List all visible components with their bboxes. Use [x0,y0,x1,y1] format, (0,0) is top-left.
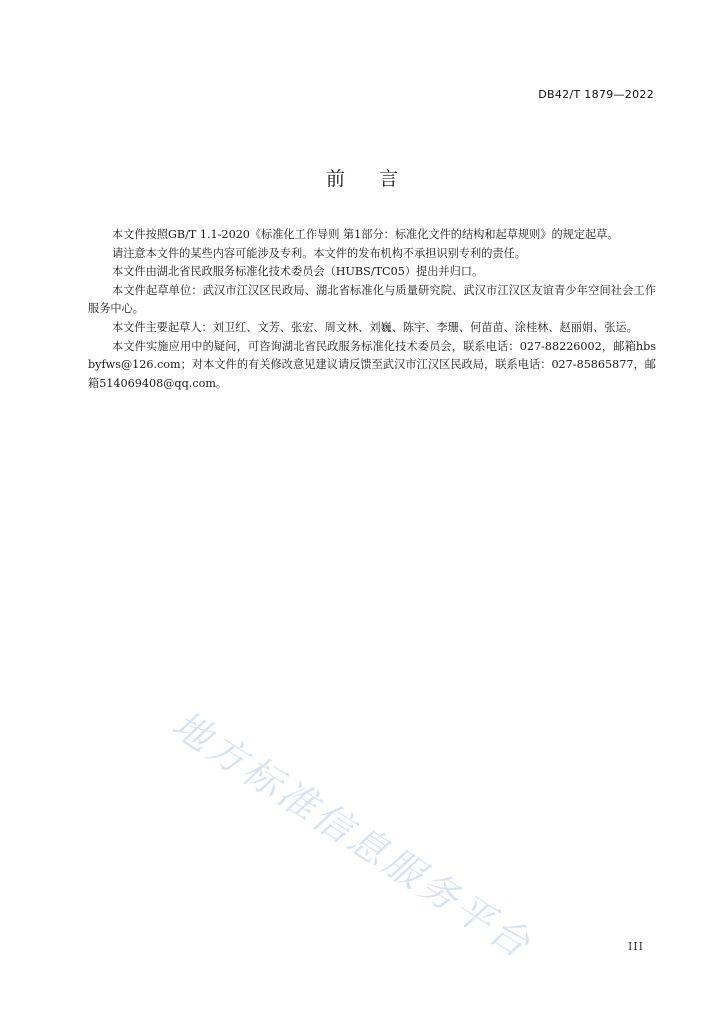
paragraph-drafters: 本文件主要起草人：刘卫红、文芳、张宏、周文林、刘巍、陈宇、李珊、何苗苗、涂桂林、赵丽娟、张运。 [112,320,638,334]
page-number: III [627,940,644,953]
paragraph-drafting-rules: 本文件按照GB/T 1.1-2020《标准化工作导则 第1部分：标准化文件的结构和起草规则》的规定起草。 [112,228,619,241]
watermark: 地方标准信息服务平台 [164,701,541,968]
paragraph-proposer: 本文件由湖北省民政服务标准化技术委员会（HUBS/TC05）提出并归口。 [112,265,484,279]
paragraph-patent-notice: 请注意本文件的某些内容可能涉及专利。本文件的发布机构不承担识别专利的责任。 [112,246,526,260]
foreword-body [88,226,656,393]
paragraph-drafting-units: 本文件起草单位：武汉市江汉区民政局、湖北省标准化与质量研究院、武汉市江汉区友谊青少年空间社会工作服务中心。 [88,283,656,316]
document-code: DB42/T 1879—2022 [538,88,654,101]
paragraph-contact-info: 本文件实施应用中的疑问，可咨询湖北省民政服务标准化技术委员会，联系电话：027-88226002，邮箱hbsbyfws@126.com；对本文件的有关修改意见建议请反馈至武汉市江汉区民政局，联系电话：027-85865877，邮箱514069408@qq.com。 [88,339,656,390]
page-title: 前言 [325,168,432,190]
